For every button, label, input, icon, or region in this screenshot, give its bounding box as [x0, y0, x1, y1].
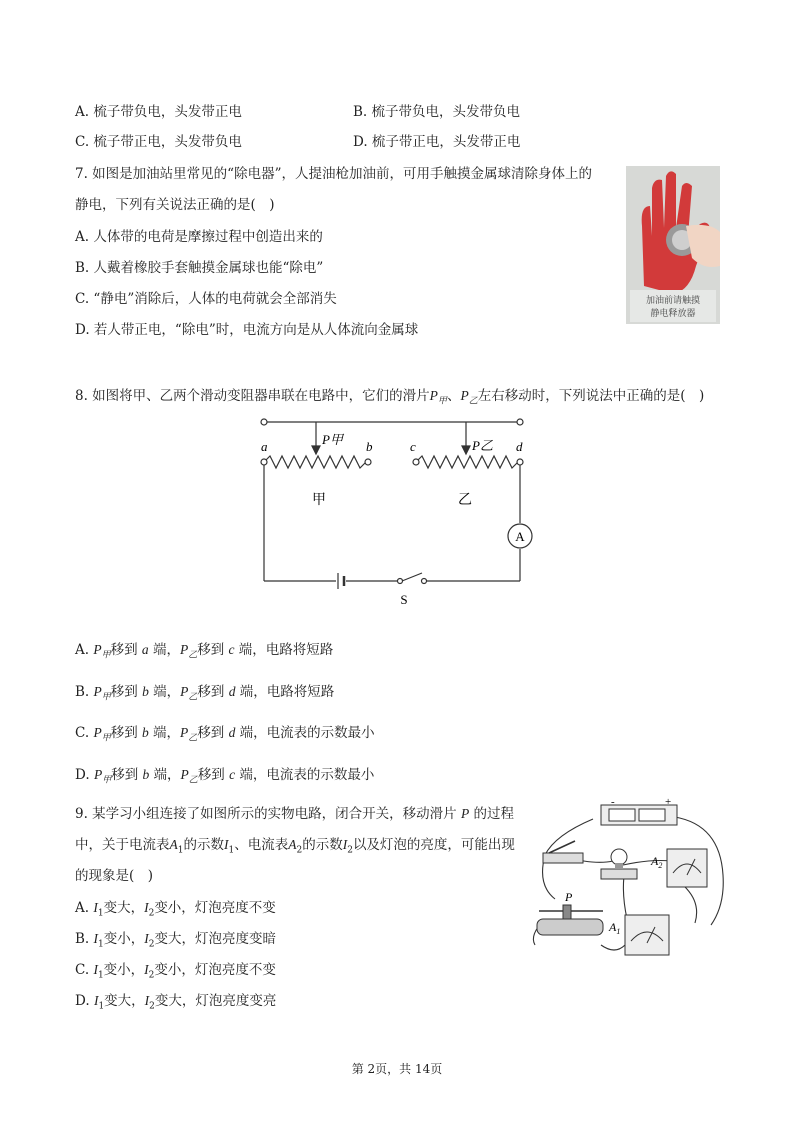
- q9-stem-line3: 的现象是( ): [75, 868, 154, 884]
- ammeter-a2-label: $A_2$: [651, 854, 663, 870]
- resistor-yi-label: 乙: [458, 493, 472, 508]
- q8-option-d: D. $P_甲$移到 b 端，$P_乙$移到 c 端，电流表的示数最小: [75, 767, 375, 785]
- q7-option-a: A. 人体带的电荷是摩擦过程中创造出来的: [75, 229, 323, 245]
- page-footer: 第 2页，共 14页: [351, 1062, 443, 1076]
- q8-circuit-diagram: [250, 410, 540, 608]
- ammeter-a1-label: $A_1$: [609, 920, 621, 936]
- sign-text-line2: 静电释放器: [650, 308, 696, 318]
- static-discharger-photo: [626, 166, 720, 324]
- q8-stem: 8. 如图将甲、乙两个滑动变阻器串联在电路中，它们的滑片$P_甲$、$P_乙$左右移动时，下列说法中正确的是( ): [75, 388, 705, 406]
- q9-option-a: A. $I_1$变大，$I_2$变小，灯泡亮度不变: [75, 900, 276, 919]
- q6-option-d: D. 梳子带正电，头发带正电: [353, 134, 521, 150]
- q8-option-a: A. $P_甲$移到 a 端，$P_乙$移到 c 端，电路将短路: [75, 642, 334, 660]
- q7-stem-line2: 静电，下列有关说法正确的是( ): [75, 197, 275, 213]
- q9-stem-line2: 中，关于电流表$A_1$的示数$I_1$、电流表$A_2$的示数$I_2$以及灯泡的亮度，可能出现: [75, 837, 515, 856]
- sign-text-line1: 加油前请触摸: [645, 295, 701, 305]
- q6-option-c: C. 梳子带正电，头发带负电: [75, 134, 242, 150]
- terminal-b-label: b: [366, 439, 373, 454]
- q6-option-b: B. 梳子带负电，头发带负电: [353, 104, 521, 120]
- resistor-jia-label: 甲: [312, 493, 326, 508]
- q9-option-b: B. $I_1$变小，$I_2$变大，灯泡亮度变暗: [75, 931, 276, 950]
- q9-stem-line1: 9. 某学习小组连接了如图所示的实物电路，闭合开关，移动滑片 P 的过程: [75, 806, 515, 822]
- q9-option-c: C. $I_1$变小，$I_2$变小，灯泡亮度不变: [75, 962, 276, 981]
- rheostat-p-label: P: [565, 890, 573, 904]
- q7-option-d: D. 若人带正电，“除电”时，电流方向是从人体流向金属球: [75, 322, 419, 338]
- ammeter-label: A: [515, 529, 525, 544]
- battery-minus-label: -: [611, 796, 615, 808]
- battery-plus-label: +: [665, 796, 672, 808]
- q7-option-c: C. “静电”消除后，人体的电荷就会全部消失: [75, 291, 337, 307]
- terminal-c-label: c: [410, 439, 416, 454]
- q7-stem-line1: 7. 如图是加油站里常见的“除电器”，人提油枪加油前，可用手触摸金属球清除身体上的: [75, 166, 592, 182]
- terminal-d-label: d: [516, 439, 523, 454]
- switch-label: S: [400, 592, 408, 607]
- terminal-a-label: a: [261, 439, 268, 454]
- q8-option-c: C. $P_甲$移到 b 端，$P_乙$移到 d 端，电流表的示数最小: [75, 725, 375, 743]
- q9-option-d: D. $I_1$变大，$I_2$变大，灯泡亮度变亮: [75, 993, 277, 1012]
- slider-jia-label: P甲: [322, 432, 343, 447]
- q8-option-b: B. $P_甲$移到 b 端，$P_乙$移到 d 端，电路将短路: [75, 684, 335, 702]
- q6-option-a: A. 梳子带负电，头发带正电: [75, 104, 242, 120]
- q9-apparatus-figure: [525, 795, 730, 970]
- slider-yi-label: P乙: [472, 438, 493, 453]
- q7-option-b: B. 人戴着橡胶手套触摸金属球也能“除电”: [75, 260, 324, 276]
